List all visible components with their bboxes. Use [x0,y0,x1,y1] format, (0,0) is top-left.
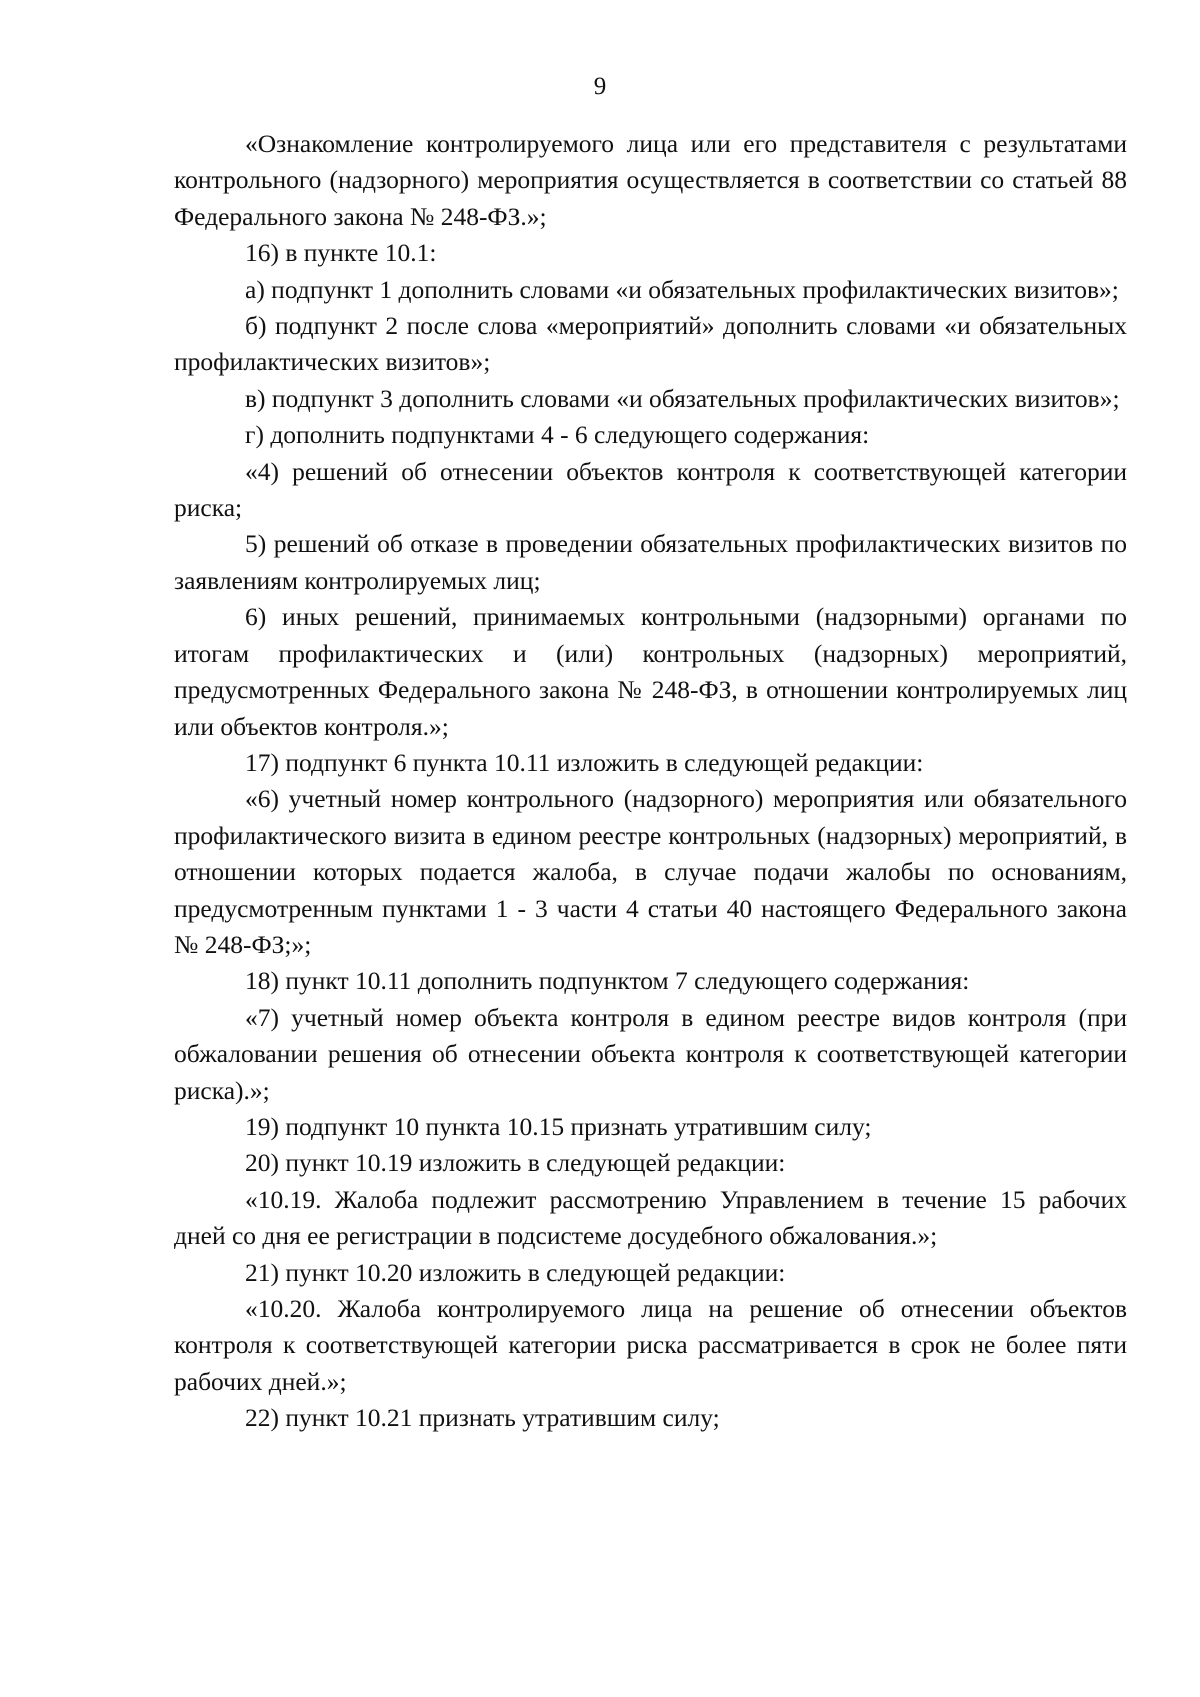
page-number: 9 [593,73,607,100]
paragraph-quote-item-7-new: «7) учетный номер объекта контроля в едином реестре видов контроля (при обжаловании решения об отнесении объекта контроля к соответствующей категории риска).»; [174,1002,1127,1105]
paragraph-quote-item-6-new: «6) учетный номер контрольного (надзорного) мероприятия или обязательного профилактического визита в едином реестре контрольных (надзорных) мероприятий, в отношении которых подается жалоба, в случае подачи жалобы по основаниям, предусмотренным пунктами 1 - 3 части 4 статьи 40 настоящего Федерального закона № 248-ФЗ;»; [174,784,1127,959]
paragraph-quote-6: 6) иных решений, принимаемых контрольными (надзорными) органами по итогам профилактических и (или) контрольных (надзорных) мероприятий, предусмотренных Федерального закона № 248-ФЗ, в отношении контролируемых лиц или объектов контроля.»; [174,602,1127,741]
paragraph-quote-5: 5) решений об отказе в проведении обязательных профилактических визитов по заявлениям контролируемых лиц; [174,529,1127,595]
paragraph-item-19: 19) подпункт 10 пункта 10.15 признать утратившим силу; [245,1111,872,1141]
paragraph-item-16: 16) в пункте 10.1: [245,238,437,268]
document-body [174,126,1127,1437]
paragraph-quote-4: «4) решений об отнесении объектов контроля к соответствующей категории риска; [174,456,1127,523]
paragraph-quote-10-20: «10.20. Жалоба контролируемого лица на решение об отнесении объектов контроля к соответствующей категории риска рассматривается в срок не более пяти рабочих дней.»; [174,1294,1127,1396]
paragraph-item-18: 18) пункт 10.11 дополнить подпунктом 7 следующего содержания: [245,966,970,996]
paragraph-item-21: 21) пункт 10.20 изложить в следующей редакции: [245,1257,786,1287]
paragraph-subitem-a: а) подпункт 1 дополнить словами «и обязательных профилактических визитов»; [245,274,1119,304]
paragraph-quote-10-19: «10.19. Жалоба подлежит рассмотрению Управлением в течение 15 рабочих дней со дня ее регистрации в подсистеме досудебного обжалования.»; [174,1184,1127,1251]
paragraph-subitem-v: в) подпункт 3 дополнить словами «и обязательных профилактических визитов»; [245,383,1120,413]
paragraph-item-17: 17) подпункт 6 пункта 10.11 изложить в следующей редакции: [245,747,924,777]
paragraph-subitem-g: г) дополнить подпунктами 4 - 6 следующего содержания: [245,420,870,450]
paragraph-item-22: 22) пункт 10.21 признать утратившим силу; [245,1403,720,1433]
paragraph-subitem-b: б) подпункт 2 после слова «мероприятий» дополнить словами «и обязательных профилактических визитов»; [174,311,1127,377]
paragraph-item-20: 20) пункт 10.19 изложить в следующей редакции: [245,1148,786,1178]
paragraph-familiarization-quote: «Ознакомление контролируемого лица или его представителя с результатами контрольного (надзорного) мероприятия осуществляется в соответствии со статьей 88 Федерального закона № 248-ФЗ.»; [174,129,1127,231]
